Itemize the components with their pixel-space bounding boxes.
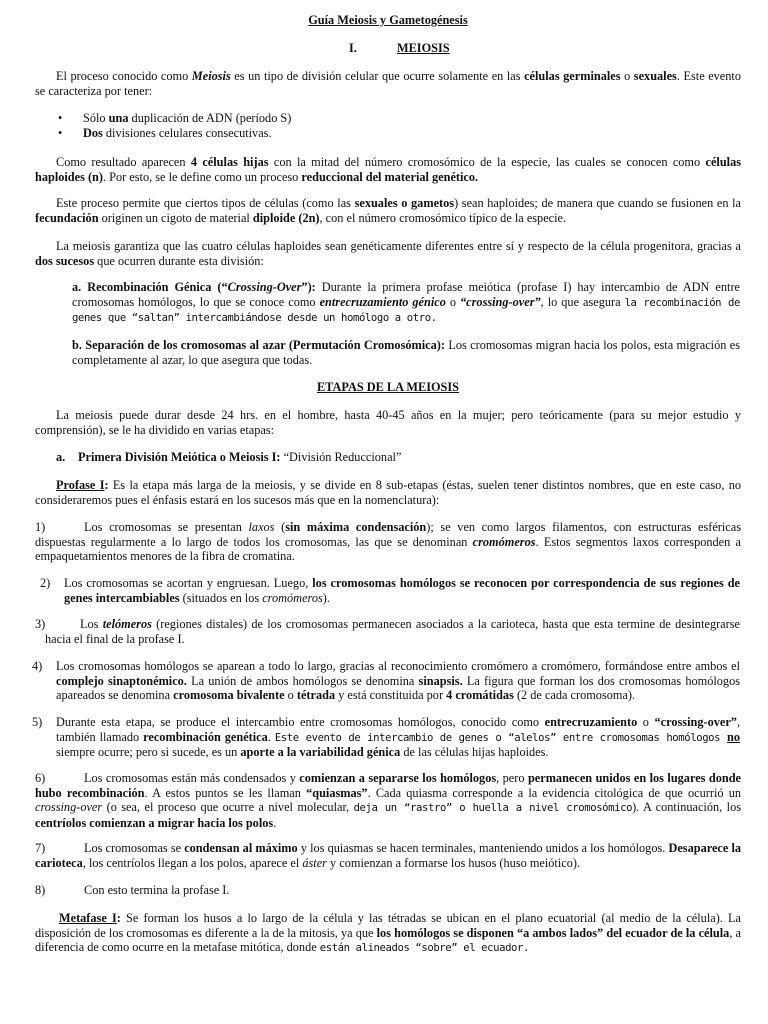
document-page: Guía Meiosis y Gametogénesis I. MEIOSIS El proceso conocido como Meiosis es un tipo de división celular que ocurre solamente en las células germinales o sexuales. Este evento se caracteriza por tener: • Sólo una duplicación de ADN (período S) • Dos divisiones celulares consecutivas. Como resultado aparecen 4 células hijas con la mitad del número cromosómico de la especie, las cuales se conocen como células haploides (n). Por esto, se le define como un proceso reduccional del material genético. Este proceso permite que ciertos tipos de células (como las sexuales o gametos) sean haploides; de manera que cuando se fusionen en la fecundación originen un cigoto de material diploide (2n), con el número cromosómico típico de la especie. La meiosis garantiza que las cuatro células haploides sean genéticamente diferentes entre sí y respecto de la célula progenitora, gracias a dos sucesos que ocurren durante esta división: a. Recombinación Génica (“Crossing-Over”): Durante la primera profase meiótica (profase I) hay intercambio de ADN entre cromosomas homólogos, lo que se conoce como entrecruzamiento génico o “crossing-over”, lo que asegura la recombinación de genes que “saltan” intercambiándose desde un homólogo a otro. b. Separación de los cromosomas al azar (Permutación Cromosómica): Los cromosomas migran hacia los polos, esta migración es completamente al azar, lo que asegura que todas. ETAPAS DE LA MEIOSIS La meiosis puede durar desde 24 hrs. en el hombre, hasta 40-45 años en la mujer; pero teóricamente (para su mejor estudio y comprensión), se le ha dividido en varias etapas: a. Primera División Meiótica o Meiosis I: “División Reduccional” Profase I: Es la etapa más larga de la meiosis, y se divide en 8 sub-etapas (éstas, suelen tener distintos nombres, que en este caso, no consideraremos pues el énfasis estará en los sucesos más que en la nomenclatura): 1) Los cromosomas se presentan laxos (sin máxima condensación); se ven como largos filamentos, con estructuras esféricas dispuestas regularmente a lo largo de todos los cromosomas, las que se denominan cromómeros. Estos segmentos laxos corresponden a empaquetamientos menores de la fibra de cromatina. 2) Los cromosomas se acortan y engruesan. Luego, los cromosomas homólogos se reconocen por correspondencia de sus regiones de genes intercambiables (situados en los cromómeros). 3) Los telómeros (regiones distales) de los cromosomas permanecen asociados a la carioteca, hasta que esta termine de desintegrarse hacia el final de la profase I. 4) Los cromosomas homólogos se aparean a todo lo largo, gracias al reconocimiento cromómero a cromómero, formándose entre ambos el complejo sinaptonémico. La unión de ambos homólogos se denomina sinapsis. La figura que forman los dos cromosomas homólogos apareados se denomina cromosoma bivalente o tétrada y está constituida por 4 cromátidas (2 de cada cromosoma). 5) Durante esta etapa, se produce el intercambio entre cromosomas homólogos, conocido como entrecruzamiento o “crossing-over”, también llamado recombinación genética. Este evento de intercambio de genes o “alelos” entre cromosomas homólogos no siempre ocurre; pero si sucede, es un aporte a la variabilidad génica de las células hijas haploides. 6) Los cromosomas están más condensados y comienzan a separarse los homólogos, pero permanecen unidos en los lugares donde hubo recombinación. A estos puntos se les llaman “quiasmas”. Cada quiasma corresponde a la evidencia citológica de que ocurrió un crossing-over (o sea, el proceso que ocurre a nivel molecular, deja un “rastro” o huella a nivel cromosómico). A continuación, los centríolos comienzan a migrar hacia los polos. 7) Los cromosomas se condensan al máximo y los quiasmas se hacen terminales, manteniendo unidos a los homólogos. Desaparece la carioteca, los centríolos llegan a los polos, aparece el áster y comienzan a formarse los husos (huso meiótico). 8) Con esto termina la profase I. Metafase I: Se forman los husos a lo largo de la célula y las tétradas se ubican en el plano ecuatorial (al medio de la célula). La disposición de los cromosomas es diferente a la de la mitosis, ya que los homólogos se disponen “a ambos lados” del ecuador de la célula, a diferencia de como ocurre en la metafase mitótica, donde están alineados “sobre” el ecuador. [32,13,742,955]
list-item: Los cromosomas se acortan y engruesan. Luego, los cromosomas homólogos se reconocen por correspondencia de sus regiones de genes intercambiables (situados en los cromómeros). [64,576,741,605]
list-item: Los cromosomas se condensan al máximo y los quiasmas se hacen terminales, manteniendo unidos a los homólogos. Desaparece la carioteca, los centríolos llegan a los polos, aparece el áster y comienzan a formarse los husos (huso meiótico). [35,841,742,870]
item-number: 6) [35,771,46,785]
section-number: I. [349,41,357,55]
paragraph-intro: El proceso conocido como Meiosis es un tipo de división celular que ocurre solamente en las células germinales o sexuales. Este evento se caracteriza por tener: [35,69,741,98]
paragraph-metafase: Metafase I: Se forman los husos a lo largo de la célula y las tétradas se ubican en el plano ecuatorial (al medio de la célula). La disposición de los cromosomas es diferente a la de la mitosis, ya que los homólogos se disponen “a ambos lados” del ecuador de la célula, a diferencia de como ocurre en la metafase mitótica, donde están alineados “sobre” el ecuador. [35,911,742,955]
document-title: Guía Meiosis y Gametogénesis [308,13,468,27]
paragraph-fecundacion: Este proceso permite que ciertos tipos de células (como las sexuales o gametos) sean haploides; de manera que cuando se fusionen en la fecundación originen un cigoto de material diploide (2n), con el número cromosómico típico de la especie. [35,196,742,225]
list-item: Los cromosomas homólogos se aparean a todo lo largo, gracias al reconocimiento cromómero a cromómero, formándose entre ambos el complejo sinaptonémico. La unión de ambos homólogos se denomina sinapsis. La figura que forman los dos cromosomas homólogos apareados se denomina cromosoma bivalente o tétrada y está constituida por 4 cromátidas (2 de cada cromosoma). [56,659,741,703]
list-item: Los cromosomas se presentan laxos (sin máxima condensación); se ven como largos filamentos, con estructuras esféricas dispuestas regularmente a lo largo de todos los cromosomas, las que se denominan cromómeros. Estos segmentos laxos corresponden a empaquetamientos menores de la fibra de cromatina. [35,520,742,564]
paragraph-result: Como resultado aparecen 4 células hijas con la mitad del número cromosómico de la especie, las cuales se conocen como células haploides (n). Por esto, se le define como un proceso reduccional del material genético. [35,155,742,184]
item-number: 7) [35,841,46,855]
paragraph-profase: Profase I: Es la etapa más larga de la meiosis, y se divide en 8 sub-etapas (éstas, suelen tener distintos nombres, que en este caso, no consideraremos pues el énfasis estará en los sucesos más que en la nomenclatura): [35,478,741,507]
item-number: 4) [32,659,43,673]
paragraph-permutacion: b. Separación de los cromosomas al azar (Permutación Cromosómica): Los cromosomas migran hacia los polos, esta migración es completamente al azar, lo que asegura que todas. [72,338,740,367]
paragraph-duracion: La meiosis puede durar desde 24 hrs. en el hombre, hasta 40-45 años en la mujer; pero teóricamente (para su mejor estudio y comprensión), se le ha dividido en varias etapas: [35,408,741,437]
item-number: 8) [35,883,46,897]
paragraph-sucesos: La meiosis garantiza que las cuatro células haploides sean genéticamente diferentes entre sí y respecto de la célula progenitora, gracias a dos sucesos que ocurren durante esta división: [35,239,741,268]
bullet-icon: • [58,111,63,125]
item-number: 2) [40,576,51,590]
paragraph-recombinacion: a. Recombinación Génica (“Crossing-Over”): Durante la primera profase meiótica (profase I) hay intercambio de ADN entre cromosomas homólogos, lo que se conoce como entrecruzamiento génico o “crossing-over”, lo que asegura la recombinación de genes que “saltan” intercambiándose desde un homólogo a otro. [72,280,741,325]
item-number: 5) [32,715,43,729]
item-number: 3) [35,617,46,631]
bullet-icon: • [58,126,63,140]
etapas-heading: ETAPAS DE LA MEIOSIS [316,380,460,394]
list-item: Los cromosomas están más condensados y comienzan a separarse los homólogos, pero permanecen unidos en los lugares donde hubo recombinación. A estos puntos se les llaman “quiasmas”. Cada quiasma corresponde a la evidencia citológica de que ocurrió un crossing-over (o sea, el proceso que ocurre a nivel molecular, deja un “rastro” o huella a nivel cromosómico). A continuación, los centríolos comienzan a migrar hacia los polos. [35,771,742,830]
list-item: Con esto termina la profase I. [84,883,230,897]
list-item: Los telómeros (regiones distales) de los cromosomas permanecen asociados a la carioteca, hasta que esta termine de desintegrarse hacia el final de la profase I. [45,617,740,646]
list-item: Durante esta etapa, se produce el intercambio entre cromosomas homólogos, conocido como entrecruzamiento o “crossing-over”, también llamado recombinación genética. Este evento de intercambio de genes o “alelos” entre cromosomas homólogos no siempre ocurre; pero si sucede, es un aporte a la variabilidad génica de las células hijas haploides. [56,715,741,760]
item-number: 1) [35,520,46,534]
section-title: MEIOSIS [397,41,450,55]
